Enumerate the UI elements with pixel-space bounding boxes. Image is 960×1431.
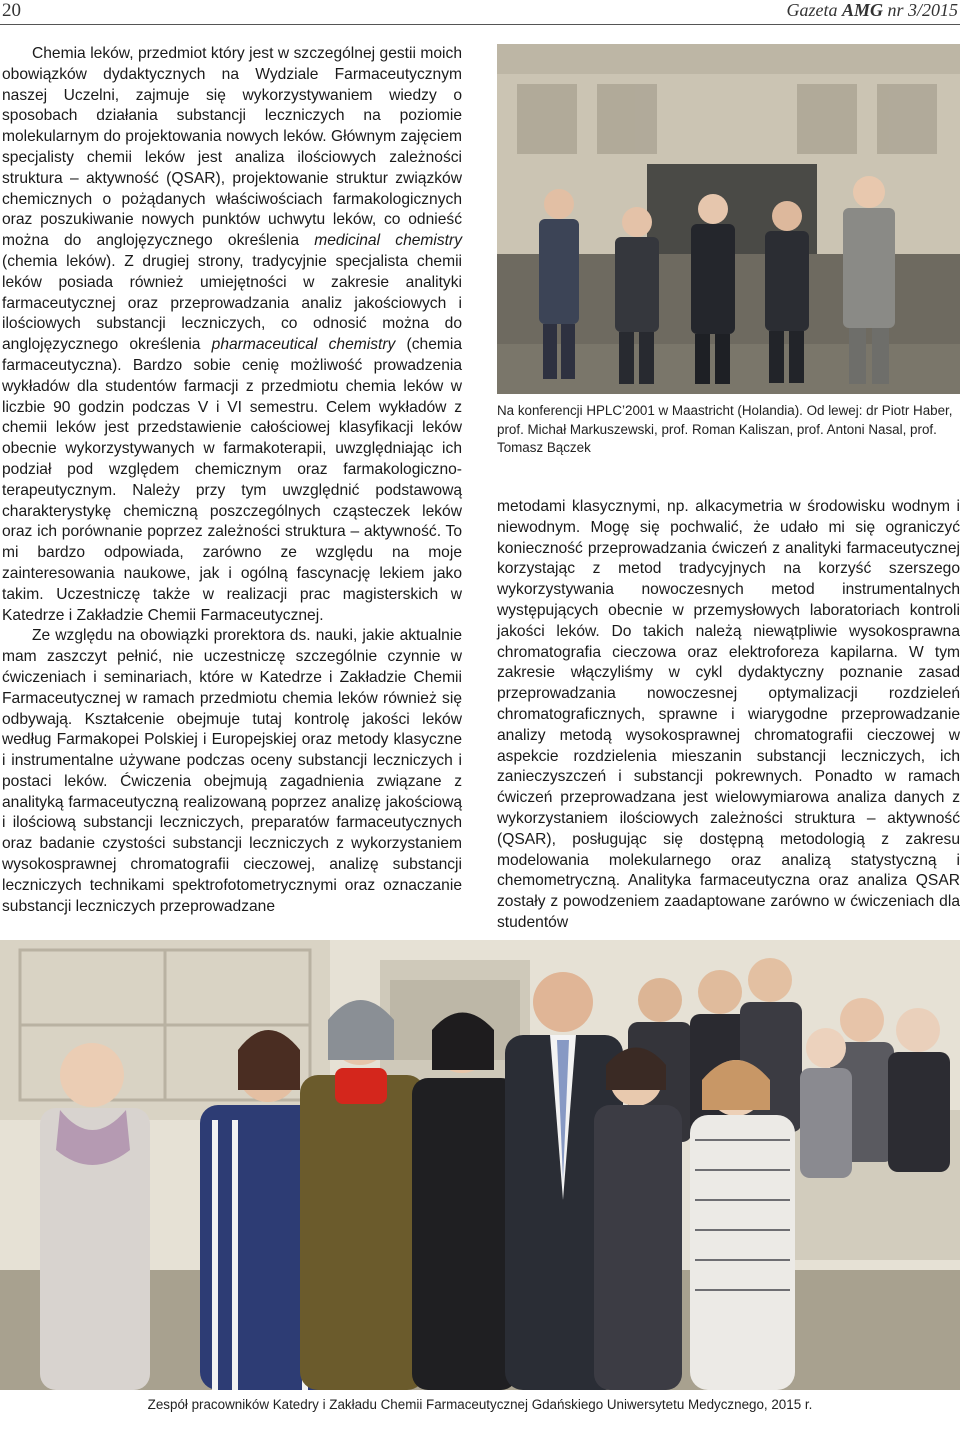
team-photo-illustration <box>0 940 960 1390</box>
journal-name: AMG <box>841 0 883 20</box>
journal-issue: nr 3/2015 <box>887 0 958 20</box>
conference-photo-illustration <box>497 44 960 394</box>
paragraph-1-text-c: (chemia farmaceutyczna). Bardzo sobie cenię możliwość prowadzenia wykładów dla studentów farmacji z przedmiotu chemia leków w liczbie 90 godzin podczas V i VI semestru. Celem wykładów z chemii leków jest przedstawienie całościowej klasyfikacji leków obecnie wykorzystywanych w farmakoterapii, uwzględniając ich podział pod względem chemicznym oraz farmakologiczno-terapeutycznym. Należy przy tym uwzględnić podstawową charakterystykę chemiczną poszczególnych cząsteczek leków oraz ich porównanie poprzez zależności struktura – aktywność. To mi bardzo odpowiada, zarówno ze względu na moje zainteresowania naukowe, jak i ogólną fascynację lekiem jako takim. Uczestniczę także w realizacji prac magisterskich w Katedrze i Zakładzie Chemii Farmaceutycznej. <box>2 336 462 624</box>
team-photo-caption: Zespół pracowników Katedry i Zakładu Chemii Farmaceutycznej Gdańskiego Uniwersytetu Medycznego, 2015 r. <box>147 1397 813 1412</box>
journal-prefix: Gazeta <box>786 0 838 20</box>
paragraph-1 <box>2 44 462 626</box>
right-column-paragraph: metodami klasycznymi, np. alkacymetria w środowisku wodnym i niewodnym. Mogę się pochwalić, że udało mi się ograniczyć konieczność przeprowadzania ćwiczeń z analityki farmaceutycznej korzystając z metod tradycyjnych na korzyść szerszego wykorzystywania nowoczesnych metod instrumentalnych występujących obecnie w przemysłowych laboratoriach kontroli jakości leków. Do takich należą niewątpliwie wysokosprawna chromatografia cieczowa oraz elektroforeza kapilarna. W tym zakresie włączyliśmy w cykl dydaktyczny poznanie zasad przeprowadzania nowoczesnej optymalizacji rozdzieleń chromatograficznych, sprawne i wiarygodne przeprowadzanie analizy metodą wysokosprawnej chromatografii cieczowej w aspekcie rozdzielenia mieszanin substancji leczniczych, ich zanieczyszczeń i substancji pokrewnych. Ponadto w ramach ćwiczeń przeprowadzana jest wielowymiarowa analiza danych z wykorzystaniem ilościowych zależności struktura – aktywność (QSAR), posługując się dostępną metodologią z zakresu modelowania molekularnego oraz analizą statystyczną i chemometryczną. Analityka farmaceutyczna oraz analiza QSAR zostały z powodzeniem zaadaptowane zarówno w ćwiczeniach dla studentów <box>497 498 960 931</box>
paragraph-1-text-b: (chemia leków). Z drugiej strony, tradycyjnie specjalista chemii leków posiada również umiejętności w zakresie analityki farmaceutycznej oraz przeprowadzania analiz jakościowych i ilościowych substancji leczniczych, co odnosić można do anglojęzycznego określenia <box>2 252 462 354</box>
conference-photo-caption: Na konferencji HPLC’2001 w Maastricht (Holandia). Od lewej: dr Piotr Haber, prof. Michał Markuszewski, prof. Roman Kaliszan, prof. Antoni Nasal, prof. Tomasz Bączek <box>497 403 953 455</box>
paragraph-2: Ze względu na obowiązki prorektora ds. nauki, jakie aktualnie mam zaszczyt pełnić, nie uczestniczę szczególnie czynnie w ćwiczeniach i seminariach, które w Katedrze i Zakładzie Chemii Farmaceutycznej w ramach przedmiotu chemia leków również się odbywają. Kształcenie obejmuje tutaj kontrolę jakości leków według Farmakopei Polskiej i Europejskiej oraz metody klasyczne i instrumentalne używane podczas oceny substancji leczniczych i postaci leków. Ćwiczenia obejmują zagadnienia związane z analityką farmaceutyczną realizowaną poprzez analizę jakościową i ilościową substancji leczniczych, preparatów farmaceutycznych oraz badanie czystości substancji leczniczych z wykorzystaniem wysokosprawnej chromatografii cieczowej, analizę substancji leczniczych technikami spektrofotometrycznymi oraz oznaczanie substancji leczniczych przeprowadzane <box>2 627 462 915</box>
journal-title <box>786 0 958 21</box>
team-photo <box>0 940 960 1390</box>
left-column <box>2 44 462 917</box>
page-number: 20 <box>2 0 21 21</box>
conference-photo <box>497 44 960 394</box>
right-column <box>497 497 960 934</box>
page-header <box>0 0 960 26</box>
paragraph-1-text-a: Chemia leków, przedmiot który jest w szczególnej gestii moich obowiązków dydaktycznych na Wydziale Farmaceutycznym naszej Uczelni, zajmuje się wykorzystywaniem wiedzy o sposobach działania substancji leczniczych na poziomie molekularnym do projektowania nowych leków. Głównym zajęciem specjalisty chemii leków jest analiza ilościowych zależności struktura – aktywność (QSAR), projektowanie struktur związków chemicznych o pożądanych właściwościach farmakologicznych oraz poszukiwanie nowych punktów uchwytu leków, co odnieść można do anglojęzycznego określenia <box>2 45 462 250</box>
header-rule <box>0 24 960 25</box>
term-medicinal-chemistry: medicinal chemistry <box>314 232 462 250</box>
term-pharmaceutical-chemistry: pharmaceutical chemistry <box>211 336 396 354</box>
